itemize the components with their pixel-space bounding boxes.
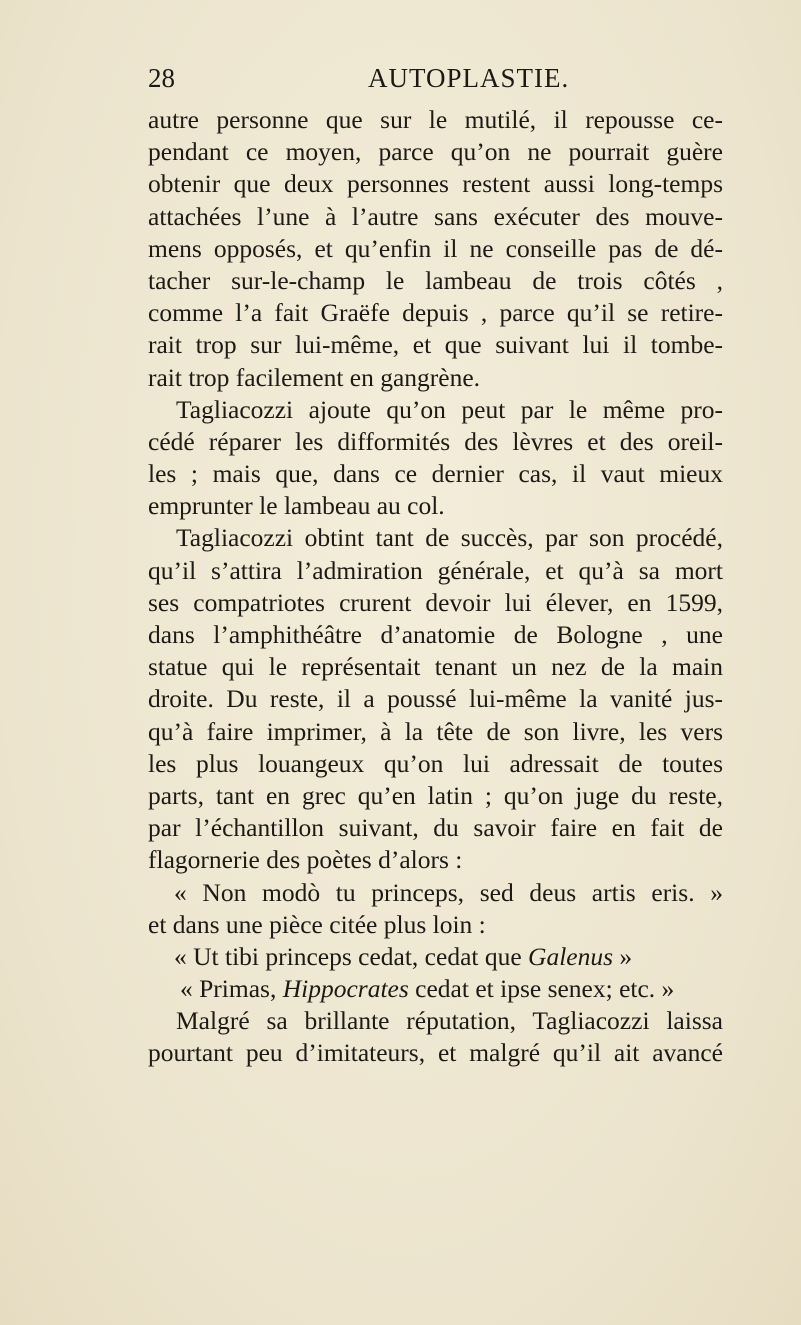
text-line: dans l’amphithéâtre d’anatomie de Bologne , une bbox=[148, 620, 723, 649]
body-text bbox=[148, 104, 723, 1070]
quote-line bbox=[148, 973, 723, 1005]
text-line: rait trop facilement en gangrène. bbox=[148, 362, 481, 392]
page-number: 28 bbox=[148, 63, 175, 93]
text-line: statue qui le représentait tenant un nez de la main bbox=[148, 652, 723, 682]
text-line: obtenir que deux personnes restent aussi long-temps bbox=[148, 169, 723, 199]
text-line: les ; mais que, dans ce dernier cas, il vaut mieux bbox=[148, 459, 723, 489]
text-line: ses compatriotes crurent devoir lui élever, en 1599, bbox=[148, 587, 723, 617]
text-line: et dans une pièce citée plus loin : bbox=[148, 909, 486, 939]
text-line: Tagliacozzi obtint tant de succès, par son procédé, bbox=[176, 523, 723, 553]
page-header bbox=[148, 60, 708, 100]
text-line: pendant ce moyen, parce qu’on ne pourrait guère bbox=[148, 137, 723, 167]
quote-text: « Ut tibi princeps cedat, cedat que bbox=[174, 941, 529, 971]
text-line: parts, tant en grec qu’en latin ; qu’on juge du reste, bbox=[148, 780, 723, 810]
text-line: attachées l’une à l’autre sans exécuter des mouve- bbox=[148, 201, 723, 231]
text-line: Tagliacozzi ajoute qu’on peut par le même pro- bbox=[176, 394, 723, 424]
quote-text: » bbox=[613, 941, 633, 971]
text-line: pourtant peu d’imitateurs, et malgré qu’il ait avancé bbox=[148, 1038, 723, 1068]
text-line: par l’échantillon suivant, du savoir faire en fait de bbox=[148, 813, 723, 843]
text-line: tacher sur-le-champ le lambeau de trois côtés , bbox=[148, 265, 723, 295]
quote-line: « Non modò tu princeps, sed deus artis eris. » bbox=[174, 877, 723, 907]
text-line: qu’à faire imprimer, à la tête de son livre, les vers bbox=[148, 716, 723, 746]
text-line: cédé réparer les difformités des lèvres et des oreil- bbox=[148, 426, 723, 456]
text-line: Malgré sa brillante réputation, Tagliacozzi laissa bbox=[176, 1006, 723, 1036]
running-title: AUTOPLASTIE. bbox=[368, 63, 570, 93]
text-line: droite. Du reste, il a poussé lui-même la vanité jus- bbox=[148, 684, 723, 714]
text-line: flagornerie des poètes d’alors : bbox=[148, 845, 463, 875]
text-line: les plus louangeux qu’on lui adressait de toutes bbox=[148, 748, 723, 778]
text-line: qu’il s’attira l’admiration générale, et qu’à sa mort bbox=[148, 555, 723, 585]
text-line: mens opposés, et qu’enfin il ne conseille pas de dé- bbox=[148, 233, 723, 263]
text-line: autre personne que sur le mutilé, il repousse ce- bbox=[148, 105, 723, 134]
quote-text: « Primas, bbox=[180, 974, 283, 1004]
text-line: comme l’a fait Graëfe depuis , parce qu’il se retire- bbox=[148, 298, 723, 328]
italic-name: Hippocrates bbox=[282, 974, 409, 1004]
italic-name: Galenus bbox=[528, 941, 614, 971]
text-line: rait trop sur lui-même, et que suivant lui il tombe- bbox=[148, 330, 723, 360]
quote-text: cedat et ipse senex; etc. » bbox=[408, 974, 675, 1004]
text-line: emprunter le lambeau au col. bbox=[148, 491, 445, 521]
quote-line bbox=[148, 941, 723, 973]
